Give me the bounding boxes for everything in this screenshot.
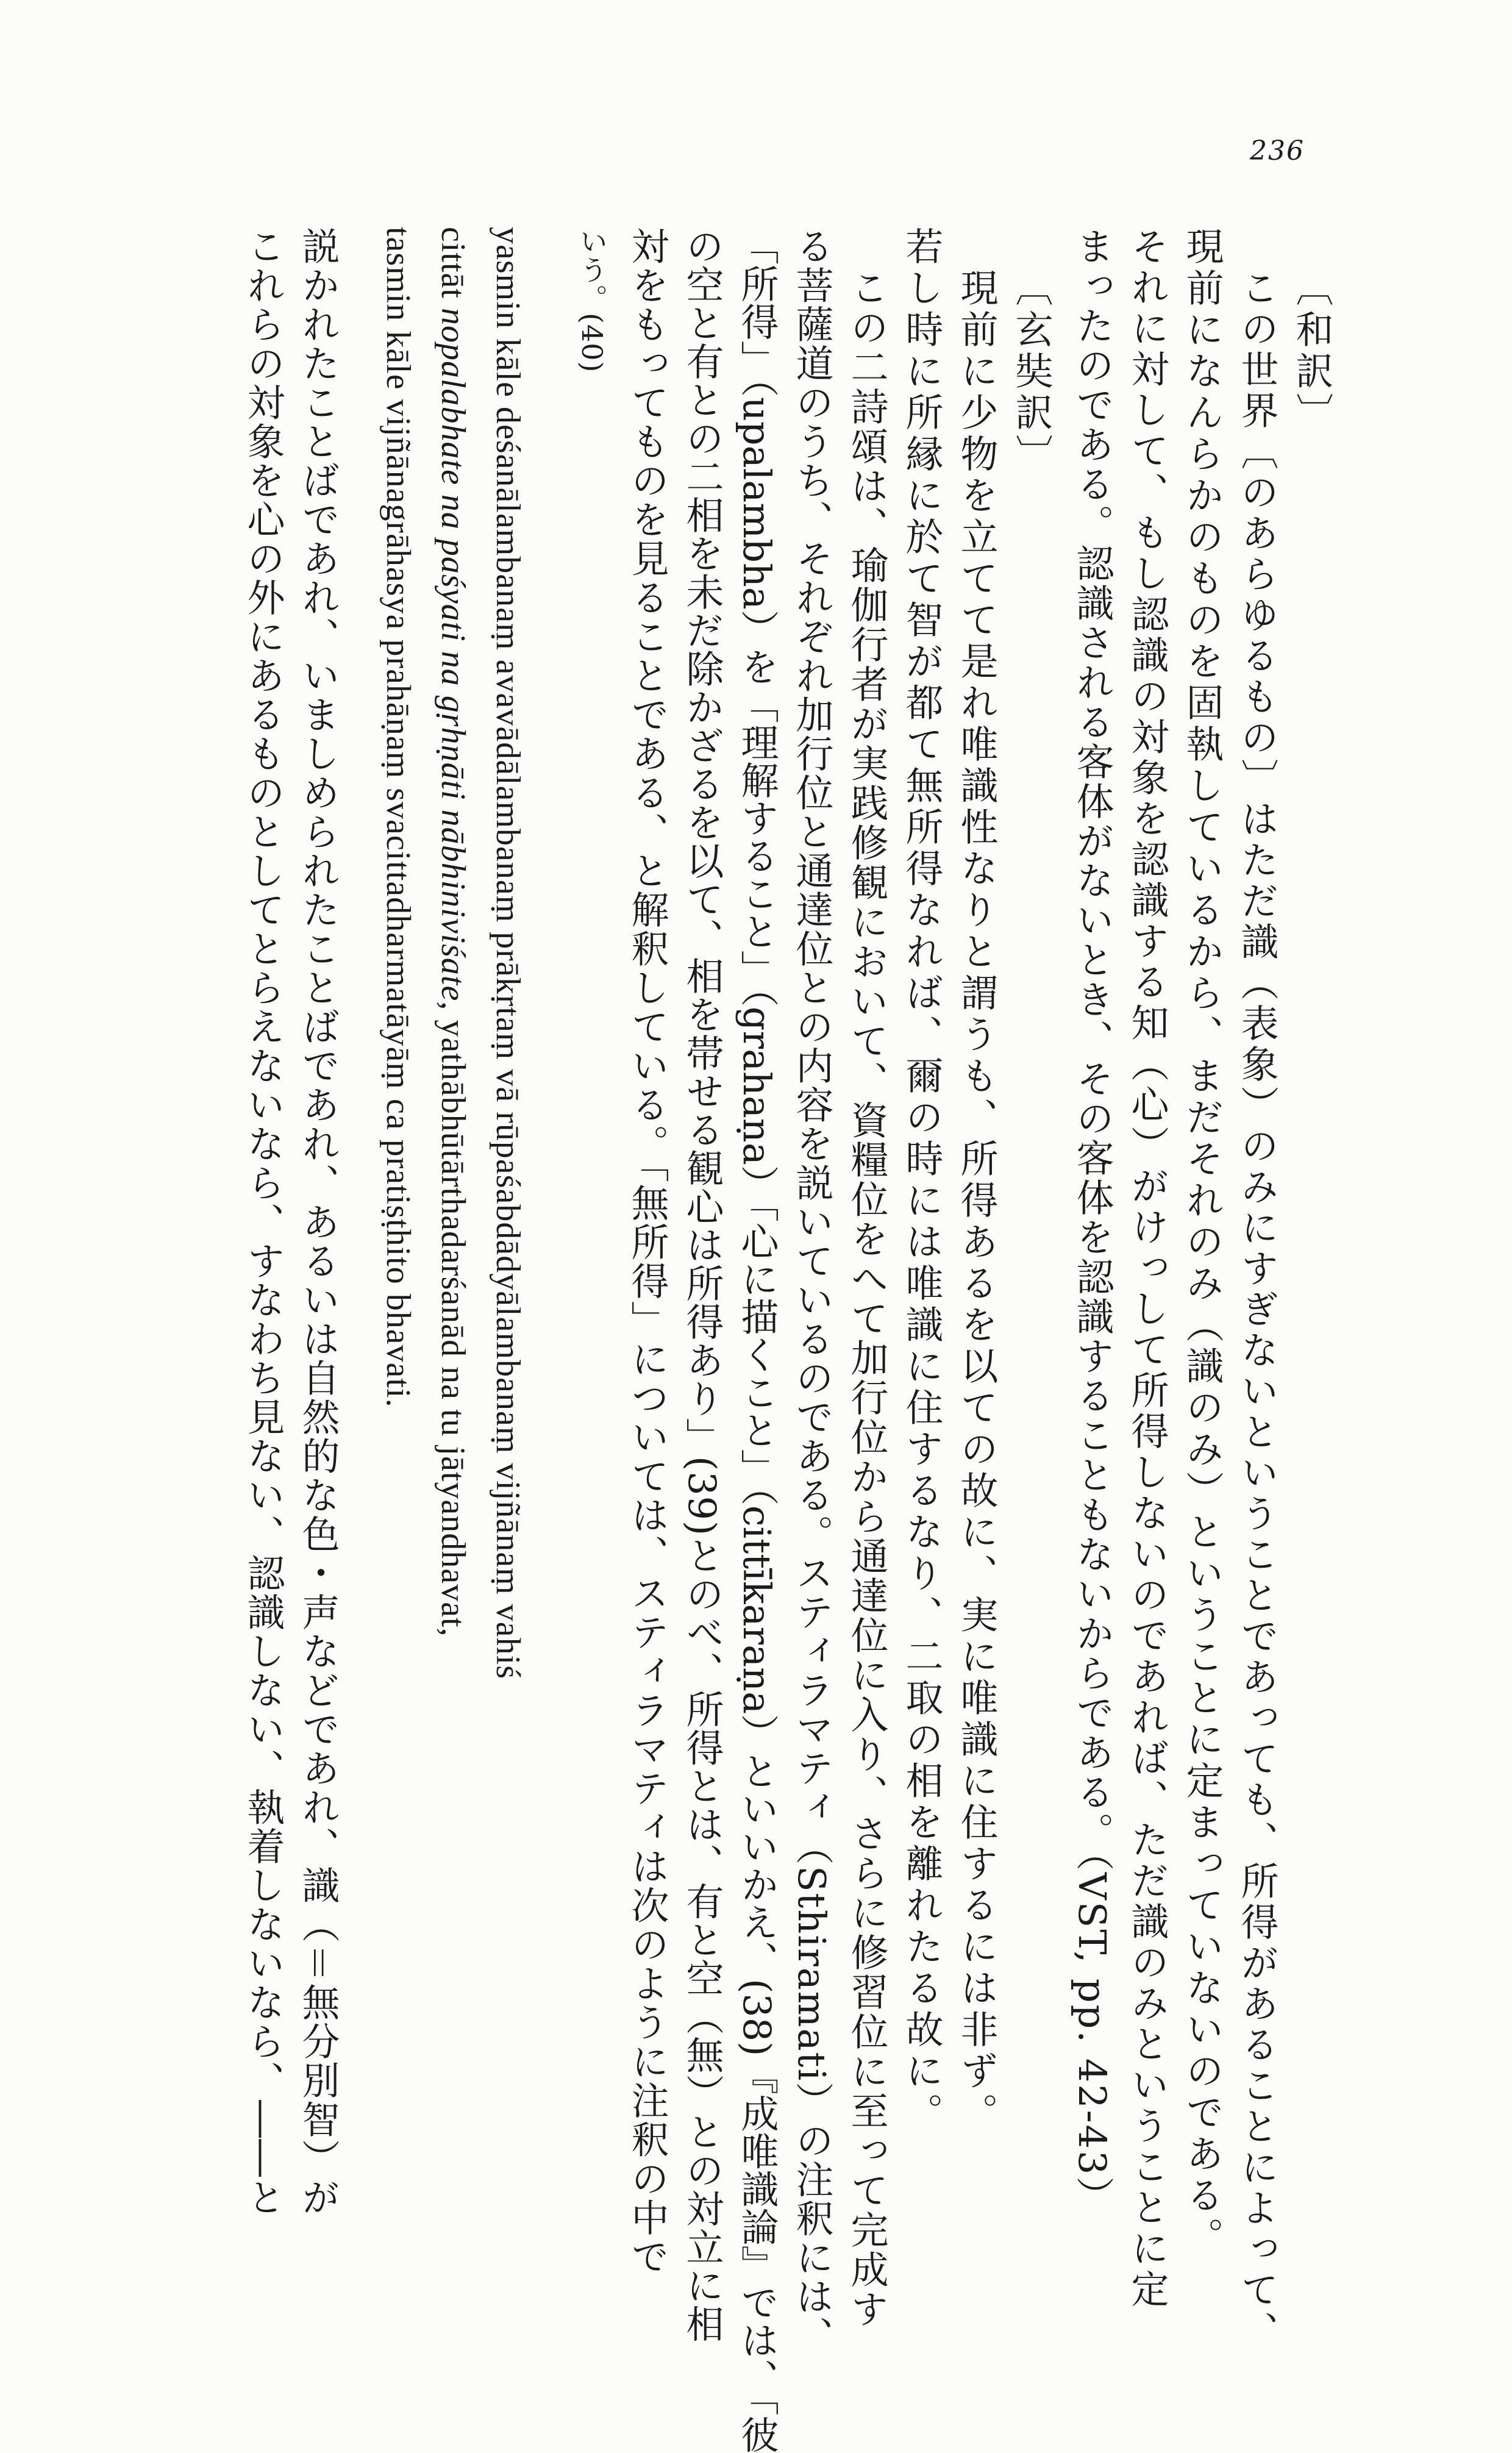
wayaku-line-4: まったのである。認識される客体がないとき、その客体を認識することもないからである。（VST, pp. 42-43）	[1070, 227, 1114, 2216]
commentary-line-3: 「所得」（upalambha）を「理解すること」（grahaṇa）「心に描くこと」（cittīkaraṇa）といいかえ、(38)『成唯識論』では、「彼	[735, 227, 779, 2453]
commentary-line-6: いう。(40)	[576, 227, 608, 373]
translation-line-2: これらの対象を心の外にあるものとしてとらえないなら、すなわち見ない、認識しない、執着しないなら、――と	[241, 227, 285, 2217]
genjo-heading: 〔玄奘訳〕	[1009, 268, 1054, 476]
sanskrit-italic-phrase: nopalabhate na paśyati na gṛhṇāti nābhiniviśate	[434, 307, 472, 1002]
sanskrit-line-1: yasmin kāle deśanālambanaṃ avavādālambanaṃ prākṛtaṃ vā rūpaśabdādyālambanaṃ vijñānaṃ vahiś	[489, 227, 527, 1679]
commentary-line-5: 対をもってものを見ることである、と解釈している。「無所得」については、スティラマティは次のように注釈の中で	[625, 227, 669, 2276]
commentary-line-1: この二詩頌は、瑜伽行者が実践修観において、資糧位をへて加行位から通達位に入り、さらに修習位に至って完成す	[844, 268, 889, 2329]
commentary-line-4: の空と有との二相を未だ除かざるを以て、相を帯せる観心は所得あり」(39)とのべ、所得とは、有と空（無）との対立に相	[680, 227, 724, 2343]
commentary-line-2: る菩薩道のうち、それぞれ加行位と通達位との内容を説いているのである。スティラマティ（Sthiramati）の注釈には、	[790, 227, 834, 2355]
sanskrit-line-2	[436, 227, 470, 1637]
wayaku-line-1: この世界〔のあらゆるもの〕はただ識（表象）のみにすぎないということであっても、所得があることによって、	[1235, 268, 1279, 2352]
translation-line-1: 説かれたことばであれ、いましめられたことばであれ、あるいは自然的な色・声などであれ、識（＝無分別智）が	[296, 227, 340, 2217]
page-number: 236	[1250, 135, 1305, 166]
sanskrit-line-3: tasmin kāle vijñānagrāhasya prahāṇaṃ svacittadharmatāyāṃ ca pratiṣṭhito bhavati.	[379, 227, 417, 1408]
wayaku-heading: 〔和訳〕	[1289, 268, 1334, 434]
sanskrit-line-2-text: cittāt nopalabhate na paśyati na gṛhṇāti nābhiniviśate, yathābhūtārthadarśanād na tu jātyandhavat,	[434, 227, 472, 1637]
wayaku-line-2: 現前になんらかのものを固執しているから、まだそれのみ（識のみ）ということに定まっていないのである。	[1180, 227, 1224, 2258]
wayaku-line-3: それに対して、もし認識の対象を認識する知（心）がけっして所得しないのであれば、ただ識のみということに定	[1125, 227, 1169, 2310]
genjo-line-1: 現前に少物を立てて是れ唯識性なりと謂うも、所得あるを以ての故に、実に唯識に住するには非ず。	[954, 268, 999, 2134]
genjo-line-2: 若し時に所縁に於て智が都て無所得なれば、爾の時には唯識に住するなり、二取の相を離れたる故に。	[899, 227, 944, 2134]
